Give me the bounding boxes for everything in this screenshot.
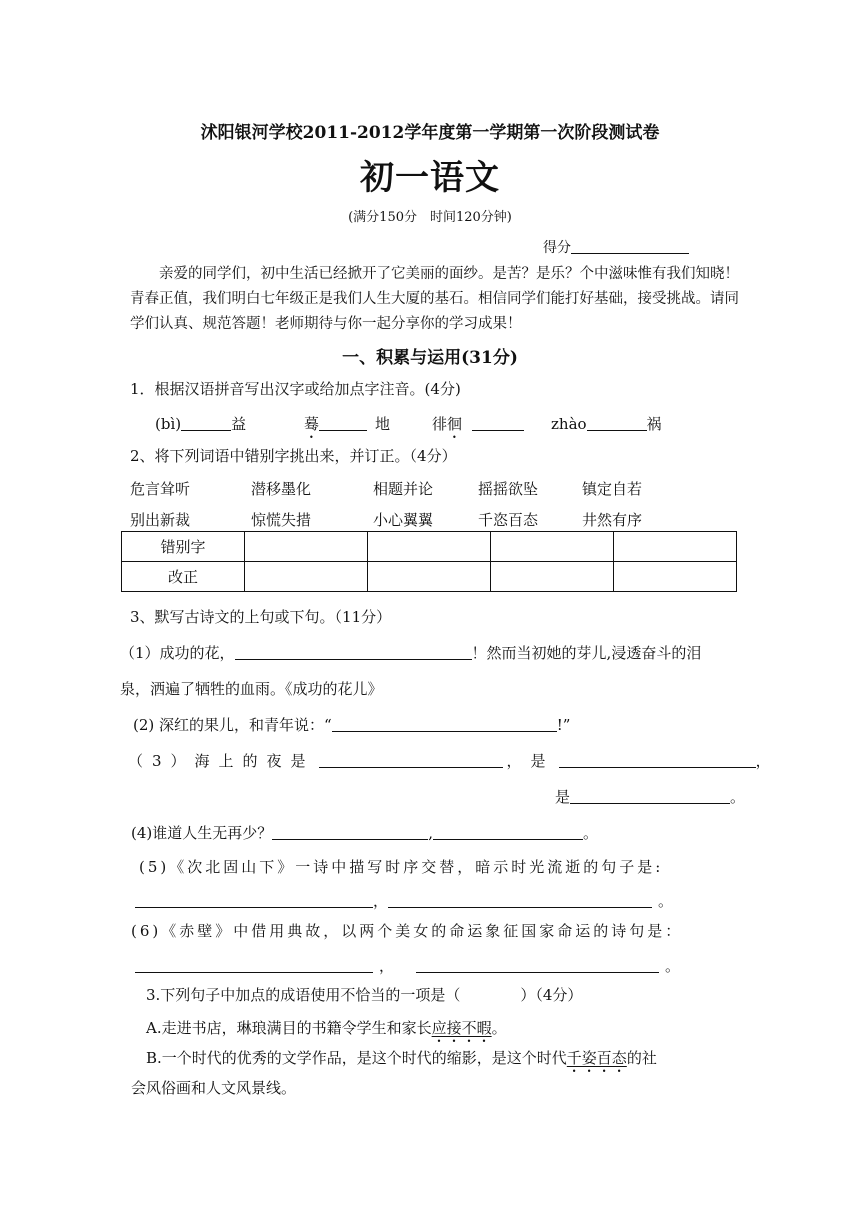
q3-blank-3a[interactable] xyxy=(319,752,503,768)
q1-pinyin-bi: (bì) xyxy=(155,415,182,433)
q3-part-6: (6)《赤壁》中借用典故，以两个美女的命运象征国家命运的诗句是： xyxy=(131,922,684,940)
answer-cell[interactable] xyxy=(491,532,614,562)
q3-part-2: (2) 深红的果儿，和青年说：“ !” xyxy=(133,716,571,734)
q3-blank-3b[interactable] xyxy=(559,752,756,768)
q2-word: 别出新裁 xyxy=(130,511,191,529)
q1-char-huai: 徊 xyxy=(447,415,463,433)
table-row xyxy=(122,562,737,592)
q2-word: 小心翼翼 xyxy=(373,511,434,529)
answer-cell[interactable] xyxy=(614,532,737,562)
q2-word: 相题并论 xyxy=(373,480,434,498)
q4-idiom-a: 应接不暇 xyxy=(431,1019,492,1037)
q2-word: 镇定自若 xyxy=(582,480,643,498)
q3-stem: 3、默写古诗文的上句或下句。（11分） xyxy=(130,608,392,626)
q2-word: 摇摇欲坠 xyxy=(478,480,539,498)
q3-blank-5a[interactable] xyxy=(135,892,373,908)
q1-blank-2[interactable] xyxy=(319,415,367,431)
q4-stem: 3.下列句子中加点的成语使用不恰当的一项是（ ）（4分） xyxy=(146,986,583,1004)
q2-word: 惊慌失措 xyxy=(251,511,312,529)
q3-blank-6b[interactable] xyxy=(416,957,659,973)
answer-cell[interactable] xyxy=(245,562,368,592)
q3-part-4: (4)谁道人生无再少？ , 。 xyxy=(131,824,599,842)
row-header-correct: 改正 xyxy=(122,562,245,592)
q3-blank-2[interactable] xyxy=(332,716,557,732)
q3-blank-4b[interactable] xyxy=(433,824,583,840)
q1-item-2 xyxy=(304,413,390,442)
answer-cell[interactable] xyxy=(368,532,491,562)
q3-blank-5b[interactable] xyxy=(388,892,652,908)
q2-answer-table xyxy=(121,531,737,592)
q1-item-1 xyxy=(155,413,246,434)
q1-blank-3[interactable] xyxy=(472,415,524,431)
q2-word: 潜移墨化 xyxy=(251,480,312,498)
intro-paragraph: 亲爱的同学们，初中生活已经掀开了它美丽的面纱。是苦？是乐？个中滋味惟有我们知晓！青春正值，我们明白七年级正是我们人生大厦的基石。相信同学们能打好基础，接受挑战。请同学们认真、规范答题！老师期待与你一起分享你的学习成果！ xyxy=(130,266,739,332)
score-info: (满分150分 时间120分钟) xyxy=(348,210,512,225)
answer-cell[interactable] xyxy=(368,562,491,592)
q3-part-5-line-2: ， 。 xyxy=(135,890,673,911)
q4-option-a: A.走进书店，琳琅满目的书籍令学生和家长应接不暇。 xyxy=(146,1019,507,1037)
q3-part-6-line-2: ， 。 xyxy=(135,955,680,976)
q2-word: 危言耸听 xyxy=(130,480,191,498)
answer-cell[interactable] xyxy=(245,532,368,562)
q3-part-3: （3）海上的夜是 ，是 ， xyxy=(128,752,771,770)
q3-part-5: (5)《次北固山下》一诗中描写时序交替，暗示时光流逝的句子是: xyxy=(139,858,664,876)
q1-char-di: 地 xyxy=(375,415,391,433)
score-blank[interactable] xyxy=(571,239,689,254)
q1-blank-4[interactable] xyxy=(587,415,647,431)
score-label: 得分 xyxy=(543,240,571,256)
section-title: 一、积累与运用(31分) xyxy=(342,348,518,368)
school-title: 沭阳银河学校2011-2012学年度第一学期第一次阶段测试卷 xyxy=(200,123,660,143)
subject-title: 初一语文 xyxy=(360,158,500,198)
q2-stem: 2、将下列词语中错别字挑出来，并订正。（4分） xyxy=(130,447,457,465)
q4-option-b-line-2: 会风俗画和人文风景线。 xyxy=(131,1079,297,1097)
answer-cell[interactable] xyxy=(491,562,614,592)
q3-part-1: （1）成功的花， ！然而当初她的芽儿,浸透奋斗的泪 xyxy=(120,644,702,662)
q1-char-pai: 徘 xyxy=(432,415,448,433)
q1-item-4 xyxy=(551,413,662,434)
q1-stem: 1．根据汉语拼音写出汉字或给加点字注音。(4分) xyxy=(130,380,461,398)
q4-idiom-b: 千姿百态 xyxy=(566,1049,627,1067)
q1-char-mo: 蓦 xyxy=(304,415,320,433)
q1-item-3 xyxy=(432,413,524,442)
q1-char-huo: 祸 xyxy=(646,415,662,433)
row-header-wrong: 错别字 xyxy=(122,532,245,562)
q3-blank-4a[interactable] xyxy=(272,824,428,840)
q3-blank-6a[interactable] xyxy=(135,957,373,973)
q2-word: 井然有序 xyxy=(582,511,643,529)
q1-char-yi: 益 xyxy=(231,415,247,433)
q3-blank-1[interactable] xyxy=(235,644,472,660)
q3-part-1-line-2: 泉，洒遍了牺牲的血雨。《成功的花儿》 xyxy=(120,680,383,698)
score-field xyxy=(543,237,689,257)
q3-blank-3c[interactable] xyxy=(570,788,730,804)
q2-word: 千恣百态 xyxy=(478,511,539,529)
answer-cell[interactable] xyxy=(614,562,737,592)
q4-option-b: B.一个时代的优秀的文学作品，是这个时代的缩影，是这个时代千姿百态的社 xyxy=(146,1049,657,1067)
q3-part-3-line-2: 是 。 xyxy=(555,788,746,806)
table-row xyxy=(122,532,737,562)
q1-blank-1[interactable] xyxy=(181,415,231,431)
q1-pinyin-zhao: zhào xyxy=(551,415,587,433)
